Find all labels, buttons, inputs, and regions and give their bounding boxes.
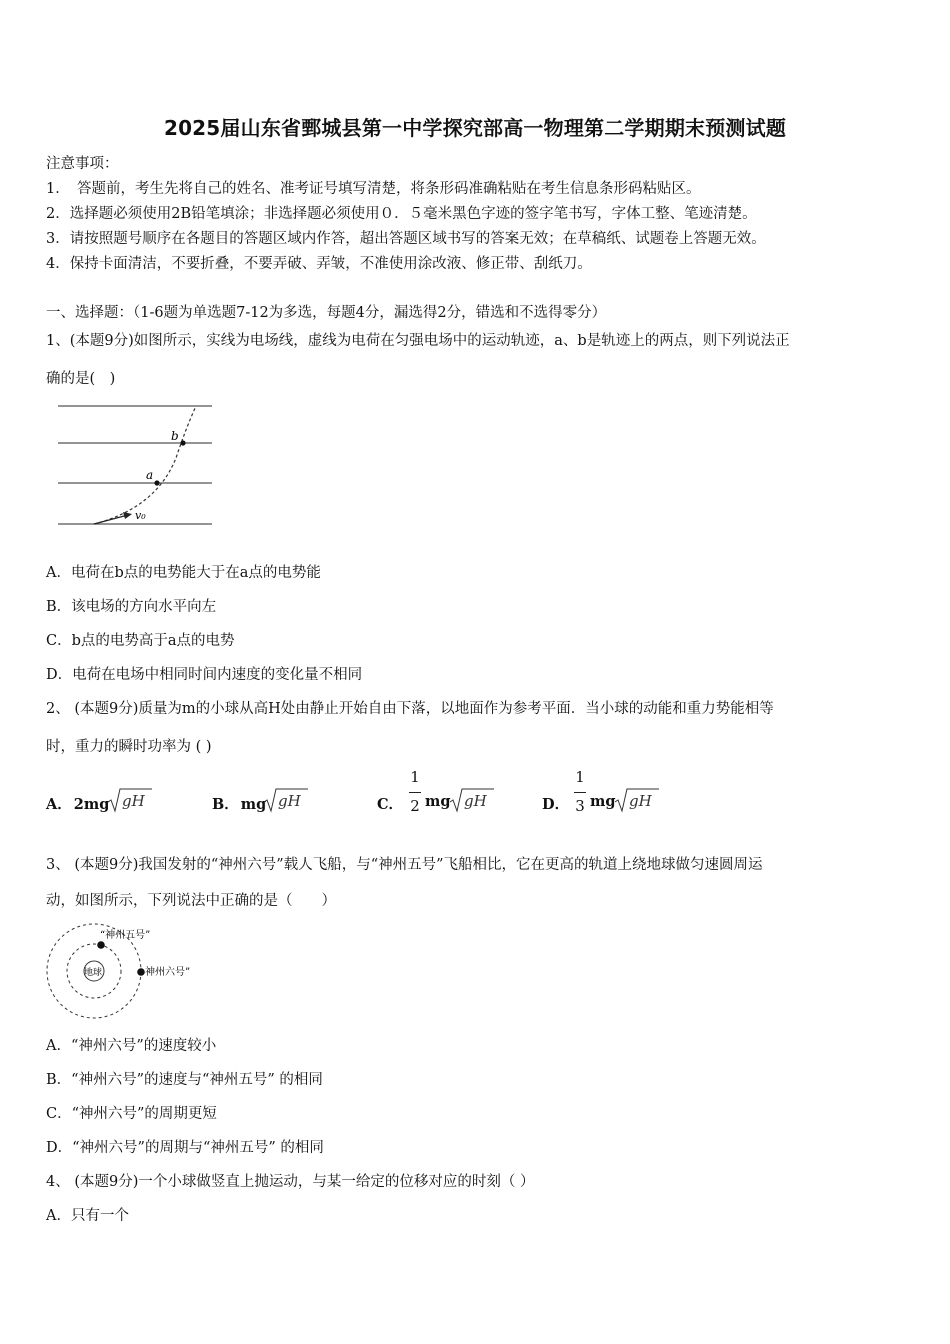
label-v0: v₀ — [135, 509, 146, 522]
notice-item: 1． 答题前，考生先将自己的姓名、准考证号填写清楚，将条形码准确粘贴在考生信息条形码粘贴区。 — [46, 181, 701, 197]
earth-label: 地球 — [84, 968, 103, 978]
question-3-text: 3、 (本题9分)我国发射的“神州六号”载人飞船，与“神州五号”飞船相比，它在更高的轨道上绕地球做匀速圆周运 — [46, 857, 763, 873]
option-letter: D． — [542, 796, 570, 813]
option-c: C．b点的电势高于a点的电势 — [46, 633, 235, 649]
point-b — [180, 440, 185, 445]
label-b: b — [171, 429, 179, 443]
radicand: gH — [629, 792, 652, 810]
fraction-bar — [574, 792, 586, 793]
sqrt-gh — [107, 787, 153, 813]
shenzhou-5-label: “神州五号” — [100, 930, 151, 941]
option-letter: C． — [377, 796, 404, 813]
orbit-figure — [44, 920, 214, 1020]
q2-option-c — [377, 793, 403, 814]
option-b: B．“神州六号”的速度与“神州五号” 的相同 — [46, 1072, 323, 1088]
question-3-text-cont: 动，如图所示，下列说法中正确的是（ ） — [46, 893, 336, 909]
option-a: A．电荷在b点的电势能大于在a点的电势能 — [46, 565, 321, 581]
sqrt-gh — [614, 787, 660, 813]
question-1-text-cont: 确的是( ) — [46, 371, 116, 387]
notice-heading: 注意事项： — [46, 156, 119, 172]
option-d: D．电荷在电场中相同时间内速度的变化量不相同 — [46, 667, 363, 683]
notice-item: 3．请按照题号顺序在各题目的答题区域内作答，超出答题区域书写的答案无效；在草稿纸、试题卷上答题无效。 — [46, 231, 766, 247]
option-a: A．只有一个 — [46, 1208, 129, 1224]
option-value: 2mg — [73, 796, 110, 813]
radicand: gH — [278, 792, 301, 810]
section-heading: 一、选择题：（1-6题为单选题7-12为多选，每题4分，漏选得2分，错选和不选得零分） — [46, 305, 607, 321]
option-b: B．该电场的方向水平向左 — [46, 599, 217, 615]
q2-option-a — [46, 793, 109, 814]
point-a — [154, 480, 159, 485]
shenzhou-5-dot — [97, 941, 105, 949]
question-2-text: 2、 (本题9分)质量为m的小球从高H处由静止开始自由下落，以地面作为参考平面．当小球的动能和重力势能相等 — [46, 701, 774, 717]
electric-field-figure — [46, 398, 216, 533]
option-a: A．“神州六号”的速度较小 — [46, 1038, 217, 1054]
shenzhou-6-dot — [137, 968, 145, 976]
fraction-bar — [409, 792, 421, 793]
radicand: gH — [464, 792, 487, 810]
radicand: gH — [122, 792, 145, 810]
option-letter: B． — [212, 796, 239, 813]
option-d: D．“神州六号”的周期与“神州五号” 的相同 — [46, 1140, 324, 1156]
option-c: C．“神州六号”的周期更短 — [46, 1106, 217, 1122]
fraction-denominator: 3 — [575, 797, 585, 815]
question-1-text: 1、(本题9分)如图所示，实线为电场线，虚线为电荷在匀强电场中的运动轨迹，a、b是轨迹上的两点，则下列说法正 — [46, 333, 790, 349]
question-2-text-cont: 时，重力的瞬时功率为 ( ) — [46, 739, 212, 755]
page-title: 2025届山东省鄄城县第一中学探究部高一物理第二学期期末预测试题 — [163, 116, 787, 140]
sqrt-gh — [263, 787, 309, 813]
sqrt-gh — [449, 787, 495, 813]
shenzhou-6-label: 神州六号” — [145, 967, 191, 978]
q2-option-d — [542, 793, 569, 814]
notice-item: 4．保持卡面清洁，不要折叠，不要弄破、弄皱，不准使用涂改液、修正带、刮纸刀。 — [46, 256, 592, 272]
option-value: mg — [240, 796, 267, 813]
option-value: mg — [590, 793, 616, 810]
fraction-numerator: 1 — [575, 768, 585, 786]
q2-option-b — [212, 793, 266, 814]
label-a: a — [146, 468, 154, 482]
option-letter: A． — [46, 796, 72, 813]
fraction-numerator: 1 — [410, 768, 420, 786]
notice-item: 2．选择题必须使用2B铅笔填涂；非选择题必须使用０．５毫米黑色字迹的签字笔书写，字体工整、笔迹清楚。 — [46, 206, 757, 222]
option-value: mg — [425, 793, 451, 810]
question-4-text: 4、 (本题9分)一个小球做竖直上抛运动，与某一给定的位移对应的时刻（ ） — [46, 1174, 535, 1190]
fraction-denominator: 2 — [410, 797, 420, 815]
